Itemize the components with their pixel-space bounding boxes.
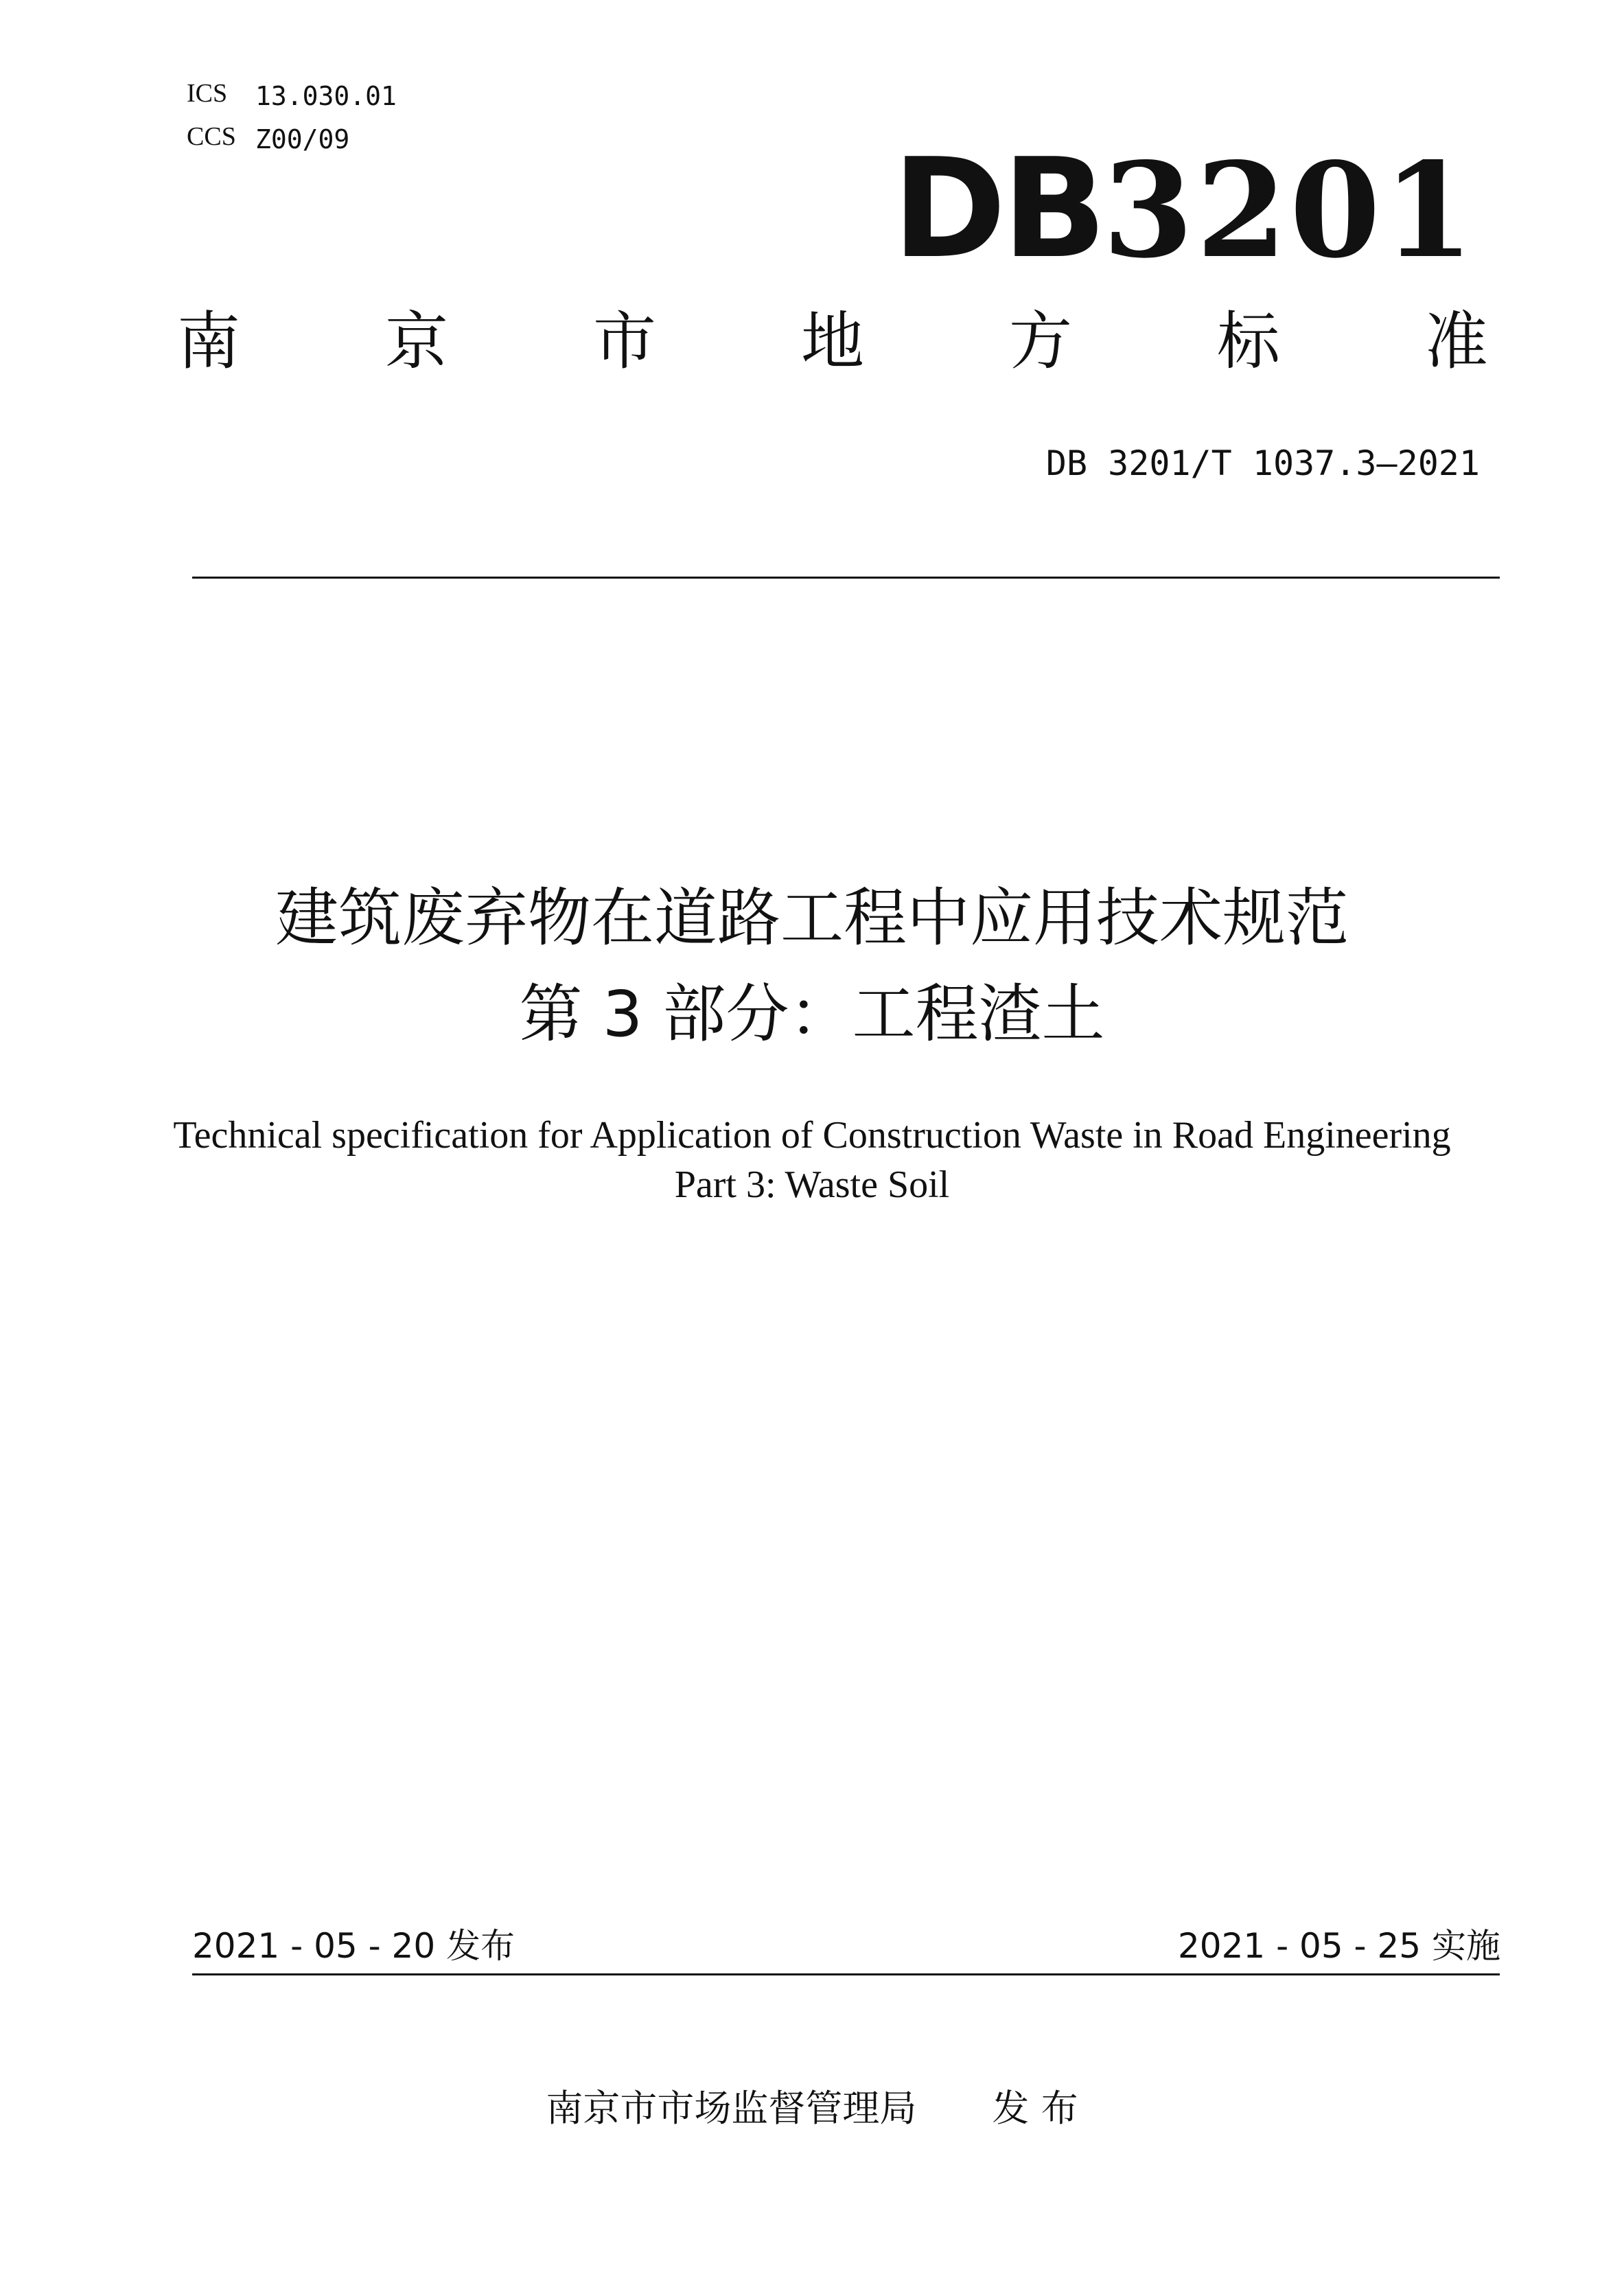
db-mark xyxy=(892,129,1477,289)
db-mark-prefix: DB xyxy=(892,129,1103,289)
title-en-line2: Part 3: Waste Soil xyxy=(674,1163,950,1206)
standard-type-char: 南 xyxy=(177,305,241,378)
standard-number: DB 3201/T 1037.3—2021 xyxy=(1045,443,1480,483)
issuer-action: 发 布 xyxy=(992,2087,1078,2130)
standard-type xyxy=(177,305,1488,378)
ics-value: 13.030.01 xyxy=(255,81,397,111)
title-en-line1: Technical specification for Application of Construction Waste in Road Engineering xyxy=(173,1114,1451,1157)
issuer xyxy=(0,2087,1624,2130)
footer-divider xyxy=(192,1973,1500,1975)
header-divider xyxy=(192,577,1500,579)
standard-type-char: 方 xyxy=(1008,305,1072,378)
standard-type-char: 地 xyxy=(800,305,864,378)
title-zh-line1: 建筑废弃物在道路工程中应用技术规范 xyxy=(275,881,1349,955)
db-mark-number: 3201 xyxy=(1102,134,1477,287)
title-zh-line2: 第 3 部分：工程渣土 xyxy=(519,977,1105,1051)
standard-type-char: 京 xyxy=(384,305,448,378)
ccs-label: CCS xyxy=(187,122,236,151)
issue-date: 2021 - 05 - 20 发布 xyxy=(192,1926,515,1966)
standard-type-char: 标 xyxy=(1216,305,1280,378)
ics-label: ICS xyxy=(187,79,228,108)
implement-date: 2021 - 05 - 25 实施 xyxy=(1177,1926,1500,1966)
standard-type-char: 市 xyxy=(592,305,656,378)
ccs-value: Z00/09 xyxy=(255,124,350,154)
issuer-name: 南京市市场监督管理局 xyxy=(546,2087,917,2130)
standard-type-char: 准 xyxy=(1424,305,1488,378)
